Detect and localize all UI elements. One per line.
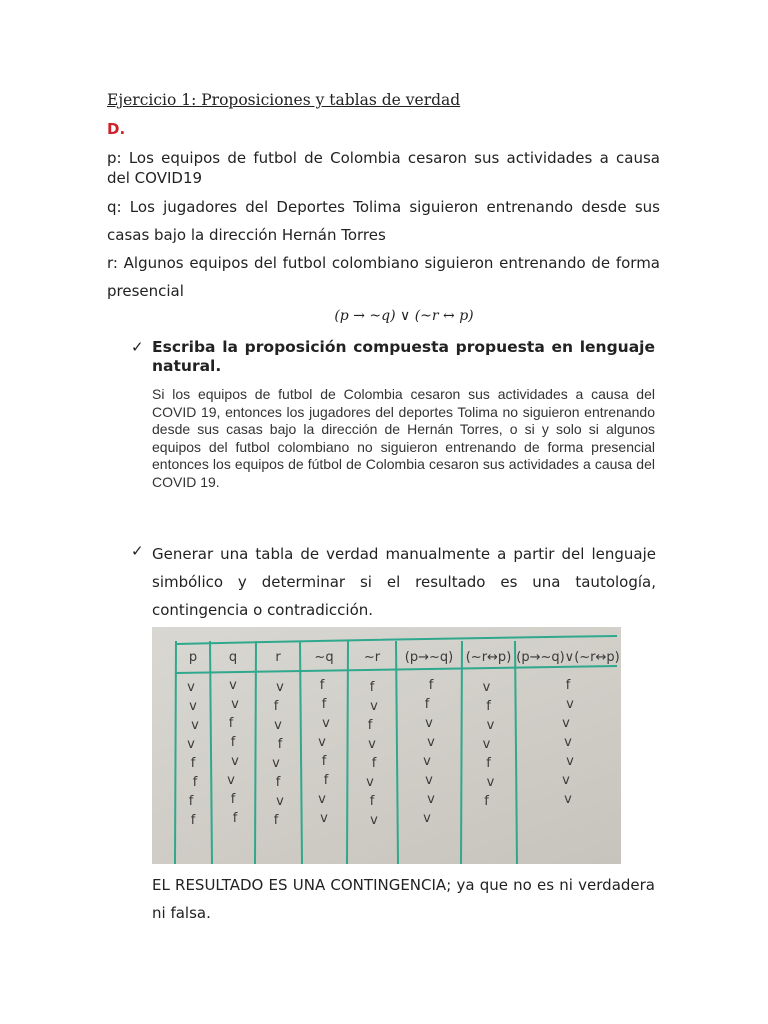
proposition-q: q: Los jugadores del Deportes Tolima siguieron entrenando desde sus casas bajo la dirección Hernán Torres: [107, 198, 660, 244]
table-cell: f: [321, 697, 327, 712]
table-header-cell: (~r↔p): [465, 650, 512, 665]
table-cell: f: [428, 678, 434, 693]
table-cell: v: [227, 773, 235, 788]
table-cell: f: [565, 678, 571, 693]
table-column-line: [255, 641, 256, 864]
task2-text: Generar una tabla de verdad manualmente a partir del lenguaje simbólico y determinar si el resultado es una tautología, contingencia o contradicción.: [152, 545, 656, 619]
table-header-cell: ~r: [363, 650, 381, 665]
table-cell: f: [369, 680, 375, 695]
table-cell: v: [272, 756, 280, 771]
table-cell: v: [189, 699, 197, 714]
table-cell: f: [190, 813, 196, 828]
table-column-line: [396, 641, 398, 864]
checkmark-icon: ✓: [131, 338, 144, 356]
table-cell: v: [482, 680, 491, 695]
compound-formula: (p → ~q) ∨ (~r ↔ p): [334, 308, 474, 324]
table-cell: f: [230, 792, 236, 807]
table-cell: v: [276, 794, 284, 809]
table-cell: v: [564, 792, 572, 807]
task1-answer: Si los equipos de futbol de Colombia cesaron sus actividades a causa del COVID 19, entonces los jugadores del deportes Tolima no siguieron entrenando desde sus casas bajo la dirección de Hernán Torres, o si y solo si algunos equipos del futbol colombiano no siguieron entrenando de forma presencial entonces los equipos de fútbol de Colombia cesaron sus actividades a causa del COVID 19.: [152, 386, 655, 490]
truth-table-drawing: [152, 627, 621, 864]
table-cell: v: [318, 735, 326, 750]
table-header-cell: (p→~q)∨(~r↔p): [516, 650, 620, 665]
table-cell: v: [366, 775, 374, 790]
table-header-cell: p: [188, 650, 198, 665]
table-cell: v: [276, 680, 284, 695]
table-cell: f: [371, 756, 377, 771]
table-cell: f: [277, 737, 283, 752]
table-cell: f: [232, 811, 238, 826]
table-column-line: [515, 641, 517, 864]
table-cell: f: [188, 794, 194, 809]
result-text: EL RESULTADO ES UNA CONTINGENCIA; ya que no es ni verdadera ni falsa.: [152, 876, 655, 922]
task1-heading: Escriba la proposición compuesta propuesta en lenguaje natural.: [152, 338, 655, 375]
exercise-title: Ejercicio 1: Proposiciones y tablas de verdad: [107, 91, 461, 109]
table-cell: v: [562, 773, 570, 788]
table-cell: v: [368, 737, 376, 752]
table-cell: v: [274, 718, 282, 733]
truth-table-photo: [152, 627, 621, 864]
table-cell: f: [321, 754, 327, 769]
proposition-r: r: Algunos equipos del futbol colombiano siguieron entrenando de forma presencial: [107, 254, 660, 300]
table-cell: v: [231, 697, 239, 712]
table-cell: f: [323, 773, 329, 788]
table-cell: f: [273, 813, 279, 828]
table-cell: v: [566, 754, 574, 769]
table-cell: v: [427, 792, 435, 807]
proposition-p: p: Los equipos de futbol de Colombia cesaron sus actividades a causa del COVID19: [107, 149, 660, 187]
table-cell: v: [229, 678, 237, 693]
table-column-line: [347, 641, 348, 864]
table-column-line: [210, 641, 212, 864]
table-cell: v: [370, 813, 378, 828]
table-header-cell: r: [275, 650, 281, 665]
table-cell: f: [192, 775, 198, 790]
table-cell: f: [367, 718, 373, 733]
table-cell: v: [425, 773, 433, 788]
table-cell: f: [273, 699, 279, 714]
table-cell: v: [370, 699, 378, 714]
table-cell: v: [320, 811, 328, 826]
table-cell: v: [486, 718, 495, 733]
table-cell: v: [423, 811, 431, 826]
table-column-line: [461, 641, 462, 864]
table-header-cell: (p→~q): [404, 650, 454, 665]
table-cell: v: [566, 697, 574, 712]
table-header-cell: q: [228, 650, 238, 665]
table-column-line: [300, 641, 302, 864]
table-cell: v: [425, 716, 433, 731]
table-cell: v: [482, 737, 491, 752]
table-column-line: [175, 641, 176, 864]
table-cell: v: [562, 716, 570, 731]
table-cell: v: [322, 716, 330, 731]
table-cell: f: [228, 716, 234, 731]
table-cell: v: [427, 735, 435, 750]
table-cell: f: [486, 699, 491, 714]
table-cell: f: [424, 697, 430, 712]
table-cell: v: [191, 718, 199, 733]
table-cell: v: [187, 737, 195, 752]
table-cell: f: [484, 794, 489, 809]
table-header-cell: ~q: [314, 650, 334, 665]
table-cell: f: [369, 794, 375, 809]
table-cell: v: [486, 775, 495, 790]
table-cell: v: [231, 754, 239, 769]
table-cell: v: [318, 792, 326, 807]
table-cell: v: [423, 754, 431, 769]
section-label: D.: [107, 120, 126, 138]
table-cell: f: [190, 756, 196, 771]
table-cell: f: [319, 678, 325, 693]
table-cell: v: [564, 735, 572, 750]
table-cell: v: [187, 680, 195, 695]
table-cell: f: [230, 735, 236, 750]
table-cell: f: [275, 775, 281, 790]
table-cell: f: [486, 756, 491, 771]
checkmark-icon: ✓: [131, 542, 144, 560]
